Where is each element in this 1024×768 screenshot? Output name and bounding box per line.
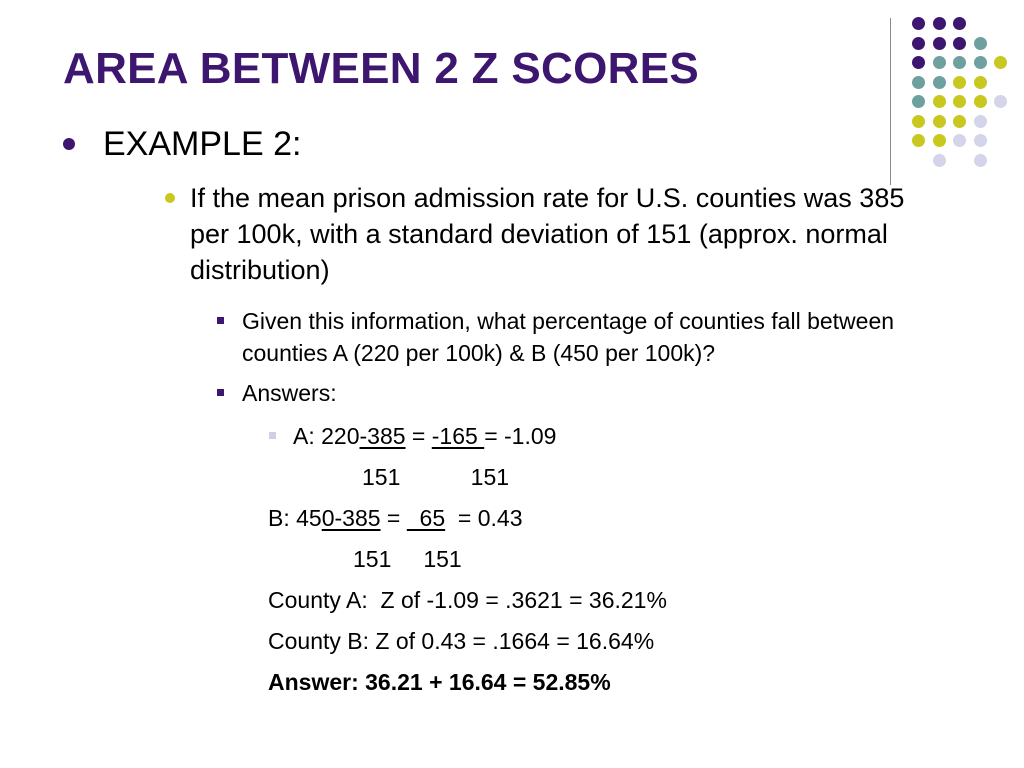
calc-b-line [268,502,523,534]
decorative-dot-icon [974,56,987,69]
decorative-dot-icon [994,95,1007,108]
question-text: Given this information, what percentage of counties fall between counties A (220 per 100k) & B (450 per 100k)? [242,308,895,366]
answers-label: Answers: [242,380,337,406]
decorative-dot-icon [953,37,966,50]
round-bullet-icon [63,138,75,150]
example-heading: EXAMPLE 2: [103,125,302,163]
decorative-dot-icon [994,56,1007,69]
calc-a-denominators: 151 151 [362,464,510,490]
decorative-dot-icon [974,76,987,89]
calc-a-fraction: -165 [431,423,485,449]
final-answer: Answer: 36.21 + 16.64 = 52.85% [268,669,611,695]
decorative-dot-icon [912,56,925,69]
calc-b-numerator: 0-385 [321,505,381,531]
calc-b-result: = 0.43 [445,505,523,531]
calc-a-equals: = [405,423,432,449]
decorative-dot-icon [953,134,966,147]
decorative-dot-icon [912,134,925,147]
decorative-dot-icon [933,134,946,147]
decorative-dot-icon [912,95,925,108]
decorative-dot-icon [953,17,966,30]
decorative-dot-icon [953,115,966,128]
decorative-dot-icon [953,95,966,108]
decorative-dot-icon [953,76,966,89]
decorative-dot-icon [912,17,925,30]
round-bullet-icon [165,193,175,203]
decorative-dot-icon [933,115,946,128]
calc-b-equals: = [380,505,407,531]
decorative-dot-icon [912,37,925,50]
decorative-dot-icon [933,154,946,167]
calc-b-denominators: 151 151 [353,546,462,572]
decorative-dot-icon [974,154,987,167]
calc-a-result: = -1.09 [484,423,557,449]
slide-title: AREA BETWEEN 2 Z SCORES [63,44,700,93]
decorative-dot-icon [953,56,966,69]
calc-a-numerator: -385 [359,423,406,449]
decorative-dot-icon [912,76,925,89]
decorative-dot-icon [933,95,946,108]
decorative-dot-icon [974,37,987,50]
county-b-result: County B: Z of 0.43 = .1664 = 16.64% [268,628,655,654]
decorative-dot-icon [974,115,987,128]
calc-a-line [293,420,556,452]
decorative-dot-icon [933,56,946,69]
problem-statement: If the mean prison admission rate for U.S. counties was 385 per 100k, with a standard deviation of 151 (approx. normal distribution) [190,183,905,285]
calc-a-prefix: A: 220 [293,423,360,449]
calc-b-fraction: 65 [406,505,446,531]
calc-b-prefix: B: 45 [268,505,322,531]
square-bullet-icon [269,432,276,439]
square-bullet-icon [217,317,224,324]
square-bullet-icon [217,389,224,396]
decorative-dot-icon [933,17,946,30]
decorative-dot-icon [933,76,946,89]
divider-line [890,18,891,185]
decorative-dot-icon [933,37,946,50]
county-a-result: County A: Z of -1.09 = .3621 = 36.21% [268,587,667,613]
decorative-dot-icon [912,115,925,128]
dot-grid-decoration [0,0,1024,200]
decorative-dot-icon [974,95,987,108]
decorative-dot-icon [974,134,987,147]
